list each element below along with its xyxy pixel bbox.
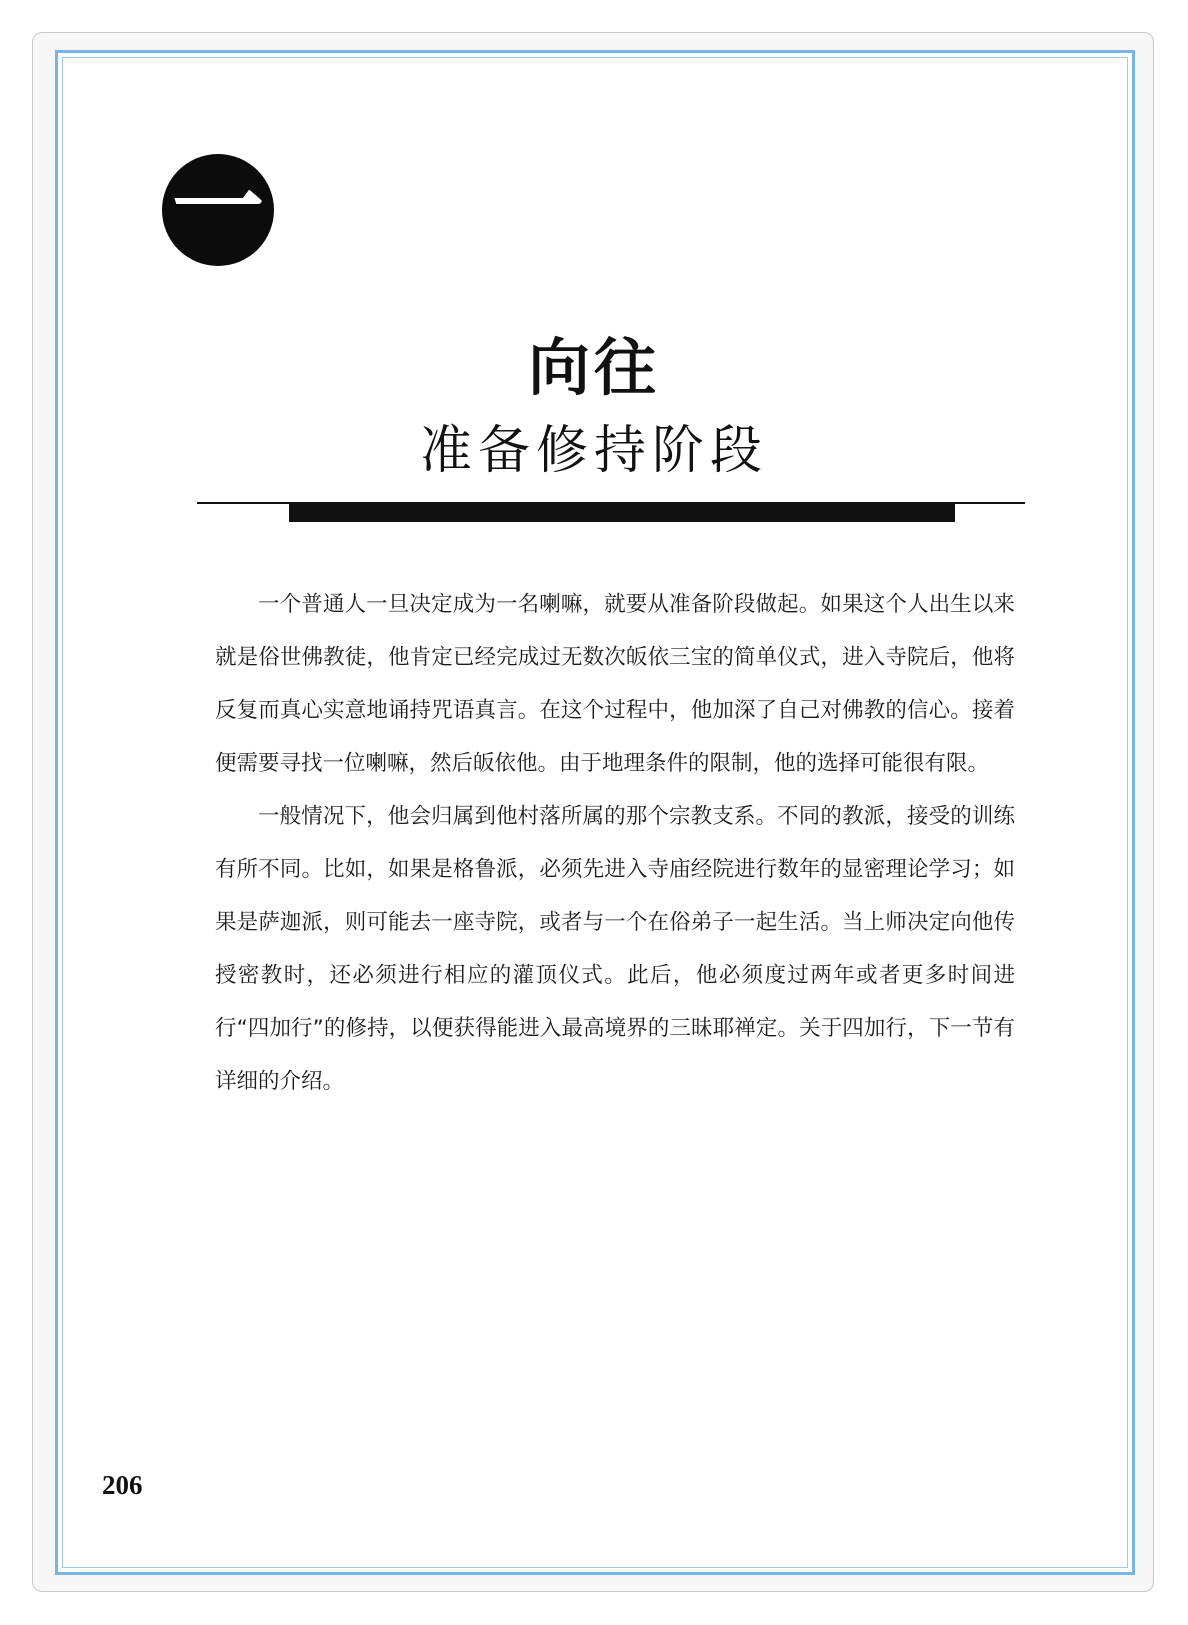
heading-divider-thick — [289, 504, 955, 522]
chapter-number-badge — [162, 154, 274, 266]
section-title: 向往 — [527, 331, 660, 404]
chapter-number: 一 — [171, 153, 264, 261]
body-text — [215, 578, 1015, 1108]
section-subtitle: 准备修持阶段 — [419, 421, 768, 481]
paragraph: 一个普通人一旦决定成为一名喇嘛，就要从准备阶段做起。如果这个人出生以来就是俗世佛教徒，他肯定已经完成过无数次皈依三宝的简单仪式，进入寺院后，他将反复而真心实意地诵持咒语真言。在这个过程中，他加深了自己对佛教的信心。接着便需要寻找一位喇嘛，然后皈依他。由于地理条件的限制，他的选择可能很有限。 — [215, 592, 1015, 776]
paragraph: 一般情况下，他会归属到他村落所属的那个宗教支系。不同的教派，接受的训练有所不同。比如，如果是格鲁派，必须先进入寺庙经院进行数年的显密理论学习；如果是萨迦派，则可能去一座寺院，或者与一个在俗弟子一起生活。当上师决定向他传授密教时，还必须进行相应的灌顶仪式。此后，他必须度过两年或者更多时间进行“四加行”的修持，以便获得能进入最高境界的三昧耶禅定。关于四加行，下一节有详细的介绍。 — [215, 804, 1015, 1094]
page-number: 206 — [102, 1470, 143, 1500]
